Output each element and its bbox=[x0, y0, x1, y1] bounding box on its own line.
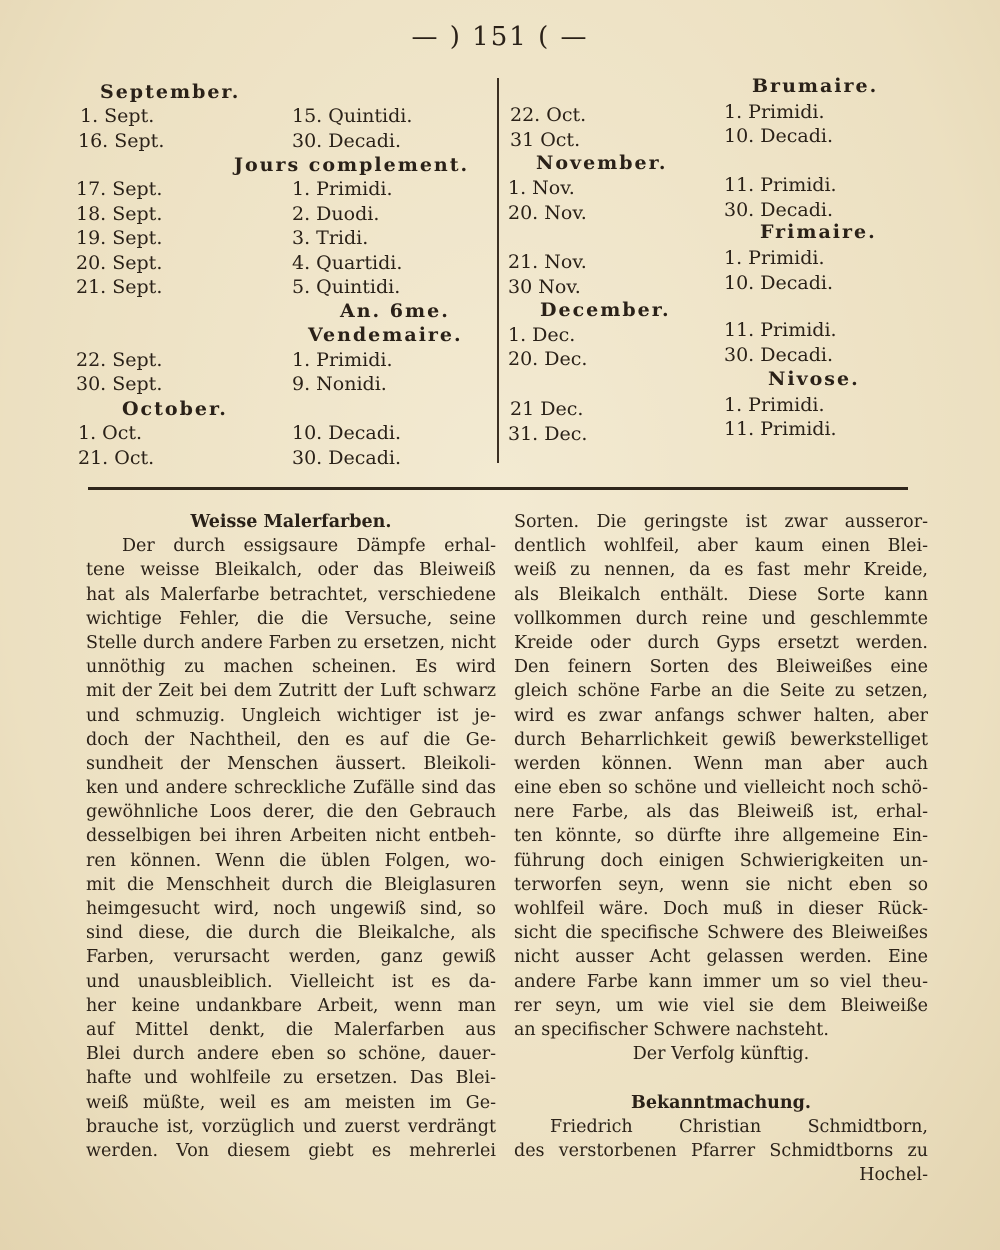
calendar-date: 1. Dec. bbox=[508, 324, 576, 346]
calendar-republican-date: 11. Primidi. bbox=[724, 319, 837, 341]
text-line: heimgesucht wird, noch ungewiß sind, so bbox=[86, 899, 496, 919]
text-line: doch der Nachtheil, den es auf die Ge- bbox=[86, 729, 496, 750]
article-column-right bbox=[514, 510, 928, 1187]
month-heading-november: November. bbox=[536, 152, 668, 174]
text-line: wird es zwar anfangs schwer halten, aber bbox=[514, 705, 928, 726]
calendar-republican-date: 30. Decadi. bbox=[292, 130, 401, 152]
text-line: gewöhnliche Loos derer, die den Gebrauch bbox=[86, 802, 496, 823]
calendar-date: 30. Sept. bbox=[76, 373, 163, 395]
calendar-date: 30 Nov. bbox=[508, 276, 581, 298]
calendar-republican-date: 10. Decadi. bbox=[292, 422, 401, 444]
month-heading-vendemaire: Vendemaire. bbox=[308, 324, 463, 346]
article-column-left bbox=[86, 510, 496, 1163]
month-heading-jours-complement: Jours complement. bbox=[234, 154, 470, 176]
text-line: des verstorbenen Pfarrer Schmidtborns zu bbox=[514, 1140, 928, 1161]
text-line: führung doch einigen Schwierigkeiten un- bbox=[514, 850, 928, 871]
text-line: dentlich wohlfeil, aber kaum einen Blei- bbox=[514, 536, 928, 557]
calendar-date: 1. Sept. bbox=[80, 105, 155, 127]
text-line: terworfen seyn, wenn sie nicht eben so bbox=[514, 874, 928, 895]
calendar-date: 22. Sept. bbox=[76, 349, 163, 371]
text-line: und unausbleiblich. Vielleicht ist es da- bbox=[86, 971, 496, 992]
calendar-republican-date: 1. Primidi. bbox=[724, 101, 825, 123]
calendar-republican-date: 3. Tridi. bbox=[292, 227, 369, 249]
text-line: werden. Von diesem giebt es mehrerlei bbox=[86, 1140, 496, 1161]
calendar-republican-date: 30. Decadi. bbox=[724, 199, 833, 221]
calendar-republican-date: 4. Quartidi. bbox=[292, 252, 403, 274]
text-line: tene weisse Bleikalch, oder das Bleiweiß bbox=[86, 560, 496, 581]
text-line: sind diese, die durch die Bleikalche, als bbox=[86, 923, 496, 944]
calendar-date: 21 Dec. bbox=[510, 398, 584, 420]
text-line: Farben, verursacht werden, ganz gewiß bbox=[86, 947, 496, 968]
text-line: sicht die specifische Schwere des Bleiweißes bbox=[514, 923, 928, 944]
calendar-date: 20. Sept. bbox=[76, 252, 163, 274]
announcement-heading: Bekanntmachung. bbox=[631, 1092, 811, 1113]
calendar-republican-date: 11. Primidi. bbox=[724, 174, 837, 196]
calendar-date: 17. Sept. bbox=[76, 178, 163, 200]
continuation-note: Der Verfolg künftig. bbox=[632, 1044, 810, 1065]
month-heading-brumaire: Brumaire. bbox=[752, 75, 879, 97]
blank-line bbox=[514, 1066, 928, 1090]
text-line: Stelle durch andere Farben zu ersetzen, nicht bbox=[86, 632, 496, 653]
text-line: hafte und wohlfeile zu ersetzen. Das Blei- bbox=[86, 1068, 496, 1089]
text-line: rer seyn, um wie viel sie dem Bleiweiße bbox=[514, 995, 928, 1016]
article-heading: Weisse Malerfarben. bbox=[190, 512, 392, 532]
page-number: — ) 151 ( — bbox=[411, 22, 589, 52]
month-heading-december: December. bbox=[540, 299, 671, 321]
text-line: sundheit der Menschen äussert. Bleikoli- bbox=[86, 753, 496, 774]
text-line: nere Farbe, als das Bleiweiß ist, erhal- bbox=[514, 802, 928, 823]
text-line: vollkommen durch reine und geschlemmte bbox=[514, 608, 928, 629]
text-line: auf Mittel denkt, die Malerfarben aus bbox=[86, 1019, 496, 1040]
text-line: desselbigen bei ihren Arbeiten nicht entbeh- bbox=[86, 826, 496, 847]
calendar-date: 20. Dec. bbox=[508, 348, 588, 370]
calendar-republican-date: 10. Decadi. bbox=[724, 125, 833, 147]
text-line: hat als Malerfarbe betrachtet, verschiedene bbox=[86, 584, 496, 605]
calendar-date: 31. Dec. bbox=[508, 423, 588, 445]
calendar-republican-date: 30. Decadi. bbox=[292, 447, 401, 469]
text-line: Sorten. Die geringste ist zwar ausseror- bbox=[514, 512, 928, 532]
calendar-republican-date: 1. Primidi. bbox=[292, 178, 393, 200]
calendar-republican-date: 1. Primidi. bbox=[292, 349, 393, 371]
text-line: Den feinern Sorten des Bleiweißes eine bbox=[514, 657, 928, 678]
calendar-date: 1. Oct. bbox=[78, 422, 143, 444]
calendar-republican-date: 2. Duodi. bbox=[292, 203, 380, 225]
month-heading-september: September. bbox=[100, 81, 241, 103]
calendar-republican-date: 1. Primidi. bbox=[724, 394, 825, 416]
text-line: mit der Zeit bei dem Zutritt der Luft schwarz bbox=[86, 681, 496, 702]
section-rule bbox=[88, 487, 908, 490]
year-heading: An. 6me. bbox=[340, 300, 450, 322]
text-line: ken und andere schreckliche Zufälle sind das bbox=[86, 778, 496, 799]
text-line: weiß müßte, weil es am meisten im Ge- bbox=[86, 1092, 496, 1113]
text-line: wohlfeil wäre. Doch muß in dieser Rück- bbox=[514, 899, 928, 919]
calendar-date: 18. Sept. bbox=[76, 203, 163, 225]
text-line: ten könnte, so dürfte ihre allgemeine Ein- bbox=[514, 826, 928, 847]
text-line: andere Farbe kann immer um so viel theu- bbox=[514, 971, 928, 992]
calendar-date: 22. Oct. bbox=[510, 104, 587, 126]
text-line: eine eben so schöne und vielleicht noch schö- bbox=[514, 778, 928, 799]
calendar-date: 20. Nov. bbox=[508, 202, 587, 224]
text-line: gleich schöne Farbe an die Seite zu setzen, bbox=[514, 681, 928, 702]
text-line: durch Beharrlichkeit gewiß bewerkstelliget bbox=[514, 729, 928, 750]
calendar-date: 21. Nov. bbox=[508, 251, 587, 273]
calendar-date: 19. Sept. bbox=[76, 227, 163, 249]
text-line: an specifischer Schwere nachsteht. bbox=[514, 1019, 829, 1040]
calendar-date: 21. Oct. bbox=[78, 447, 155, 469]
month-heading-frimaire: Frimaire. bbox=[760, 221, 877, 243]
text-line: Kreide oder durch Gyps ersetzt werden. bbox=[514, 632, 928, 653]
text-line: weiß zu nennen, da es fast mehr Kreide, bbox=[514, 560, 928, 581]
column-divider bbox=[497, 78, 499, 463]
month-heading-nivose: Nivose. bbox=[768, 368, 860, 390]
text-line: ren können. Wenn die üblen Folgen, wo- bbox=[86, 850, 496, 871]
calendar-date: 1. Nov. bbox=[508, 177, 575, 199]
calendar-republican-date: 11. Primidi. bbox=[724, 418, 837, 440]
calendar-republican-date: 15. Quintidi. bbox=[292, 105, 413, 127]
calendar-republican-date: 5. Quintidi. bbox=[292, 276, 401, 298]
text-line: wichtige Fehler, die die Versuche, seine bbox=[86, 608, 496, 629]
text-line: Friedrich Christian Schmidtborn, bbox=[550, 1116, 928, 1137]
calendar-date: 21. Sept. bbox=[76, 276, 163, 298]
text-line: Blei durch andere eben so schöne, dauer- bbox=[86, 1044, 496, 1065]
text-line: nicht ausser Acht gelassen werden. Eine bbox=[514, 947, 928, 968]
text-line: als Bleikalch enthält. Diese Sorte kann bbox=[514, 584, 928, 605]
calendar-republican-date: 30. Decadi. bbox=[724, 344, 833, 366]
calendar-republican-date: 1. Primidi. bbox=[724, 247, 825, 269]
text-line: mit die Menschheit durch die Bleiglasuren bbox=[86, 874, 496, 895]
text-line: werden können. Wenn man aber auch bbox=[514, 753, 928, 774]
month-heading-october: October. bbox=[122, 398, 228, 420]
calendar-republican-date: 9. Nonidi. bbox=[292, 373, 387, 395]
calendar-date: 31 Oct. bbox=[510, 129, 581, 151]
text-line: unnöthig zu machen scheinen. Es wird bbox=[86, 657, 496, 678]
calendar-republican-date: 10. Decadi. bbox=[724, 272, 833, 294]
catchword: Hochel- bbox=[859, 1165, 928, 1186]
text-line: brauche ist, vorzüglich und zuerst verdrängt bbox=[86, 1116, 496, 1137]
text-line: Der durch essigsaure Dämpfe erhal- bbox=[122, 536, 496, 557]
calendar-date: 16. Sept. bbox=[78, 130, 165, 152]
text-line: her keine undankbare Arbeit, wenn man bbox=[86, 995, 496, 1016]
text-line: und schmuzig. Ungleich wichtiger ist je- bbox=[86, 705, 496, 726]
